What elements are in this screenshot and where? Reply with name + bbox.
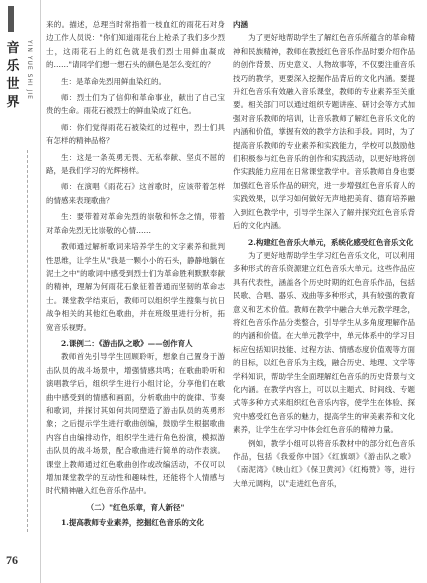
dialogue-line: 师：烈士们为了信仰和革命事业，献出了自己宝贵的生命。雨花石被烈士的鲜血染成了红色。 [46,93,225,116]
section-heading: （二）"红色乐章，育人新径" [86,502,185,512]
page-number: 76 [6,553,18,567]
magazine-title: 音乐世界 [6,41,20,110]
paragraph: 教师通过解析歌词来培养学生的文字素养和批判性思维，让学生从"我是一颗小小的石头，静静地躺在泥土之中"的歌词中感受到烈士们为革命胜利默默奉献的精神，理解为何雨花石象征着普通而坚韧的革命志士。课堂教学结束后，教师可以组织学生搜集与抗日战争相关的其他红色歌曲，并在班级里进行分析，拓宽音乐视野。 [46,242,225,332]
right-column [233,18,415,490]
subheading-continued: 内涵 [233,20,248,29]
left-column [46,18,225,530]
paragraph: 教师首先引导学生回顾聆听，想象自己置身于游击队员的战斗场景中，增强情感共鸣；在歌曲聆听和演唱教学后，组织学生进行小组讨论，分享他们在歌曲中感受到的情感和画面，分析歌曲中的旋律、节奏和歌词，并探讨其如何共同塑造了游击队员的英勇形象；之后提示学生进行歌曲创编，鼓励学生根据歌曲内容自由编排动作，组织学生进行角色扮演，模拟游击队员的战斗场景，配合歌曲进行简单的动作表演。课堂上教师通过红色歌曲创作或改编活动，不仅可以增加课堂教学的互动性和趣味性，还能将个人情感与时代精神融入红色音乐作品中。 [46,352,225,496]
dialogue-line: 师：在演唱《雨花石》这首歌时，应该带着怎样的情感来表现歌曲？ [46,182,225,205]
subheading: 1.提高教师专业素养，挖掘红色音乐的文化 [61,518,204,528]
dialogue-line: 生：是革命先烈用鲜血染红的。 [61,76,166,86]
sidebar [0,0,41,583]
paragraph: 为了更好地帮助学生了解红色音乐所蕴含的革命精神和民族精神，教师在教授红色音乐作品时要介绍作品的创作背景、历史意义、人物故事等，不仅要注重音乐技巧的教学，更要深入挖掘作品背后的文化内涵。要提升红色音乐有效融入音乐课堂，教师的专业素养至关重要。相关部门可以通过组织专题讲座、研讨会等方式加强对音乐教师的培训，让音乐教师了解红色音乐文化的内涵和价值，掌握有效的教学方法和手段。同时，为了提高音乐教师的专业素养和实践能力，学校可以鼓励他们积极参与红色音乐的创作和实践活动，以更好地将创作实践能力应用在日常课堂教学中。音乐教师自身也要加强红色音乐作品的研究，进一步增强红色音乐育人的实践效果，以学习如何做好无声地把美育、德育培养融入到红色教学中，引导学生深入了解并探究红色音乐背后的文化内涵。 [233,33,415,231]
dialogue-line: 生：这是一条英勇无畏、无私奉献、坚贞不屈的路，是我们学习的光辉榜样。 [46,152,225,176]
magazine-title-pinyin: YIN YUE SHI JIE [26,40,33,100]
dialogue-line: 生：要带着对革命先烈的崇敬和怀念之情，带着对革命先烈无比崇敬的心情…… [46,212,225,235]
paragraph: 例如，教学小组可以将音乐教材中的部分红色音乐作品，包括《我爱你中国》《红旗颂》《游击队之歌》《南泥湾》《映山红》《保卫黄河》《红梅赞》等，进行大单元调构，以"走进红色音乐， [233,438,415,488]
sidebar-divider [27,150,29,532]
subheading: 2.课例二：《游击队之歌》——创作育人 [61,338,193,348]
paragraph: 来的。描述，总理当时常指着一枝血红的雨花石对身边工作人员说："你们知道雨花台上枪杀了我们多少烈士，这雨花石上的红色就是我们烈士用鲜血凝成的……"请同学们想一想石头的颜色是怎么变红的？ [46,20,225,70]
paragraph: 为了更好地帮助学生学习红色音乐文化，可以利用多种形式的音乐资源建立红色音乐大单元。这些作品应具有代表性，涵盖各个历史时期的红色音乐作品，包括民歌、合唱、器乐、戏曲等多种形式，具有较强的教育意义和艺术价值。教师在教学中融合大单元教学理念，将红色音乐作品分类整合，引导学生从多角度理解作品的内涵和价值。在大单元教学中，单元体系中的学习目标应包括知识技能、过程方法、情感态度价值观等方面的目标，以红色音乐为主线，融合历史、地理、文学等学科知识，帮助学生全面理解红色音乐的历史背景与文化内涵。在教学内容上，可以以主题式、时间线、专题式等多种方式来组织红色音乐内容，使学生在体验、探究中感受红色音乐的魅力，提高学生的审美素养和文化素养，让学生在学习中体会红色音乐的精神力量。 [233,250,415,435]
dialogue-line: 师：你们觉得雨花石被染红的过程中，烈士们具有怎样的精神品格？ [46,122,225,146]
subheading: 2.构建红色音乐大单元，系统化感受红色音乐文化 [248,237,414,247]
sidebar-accent-bar [8,6,14,32]
